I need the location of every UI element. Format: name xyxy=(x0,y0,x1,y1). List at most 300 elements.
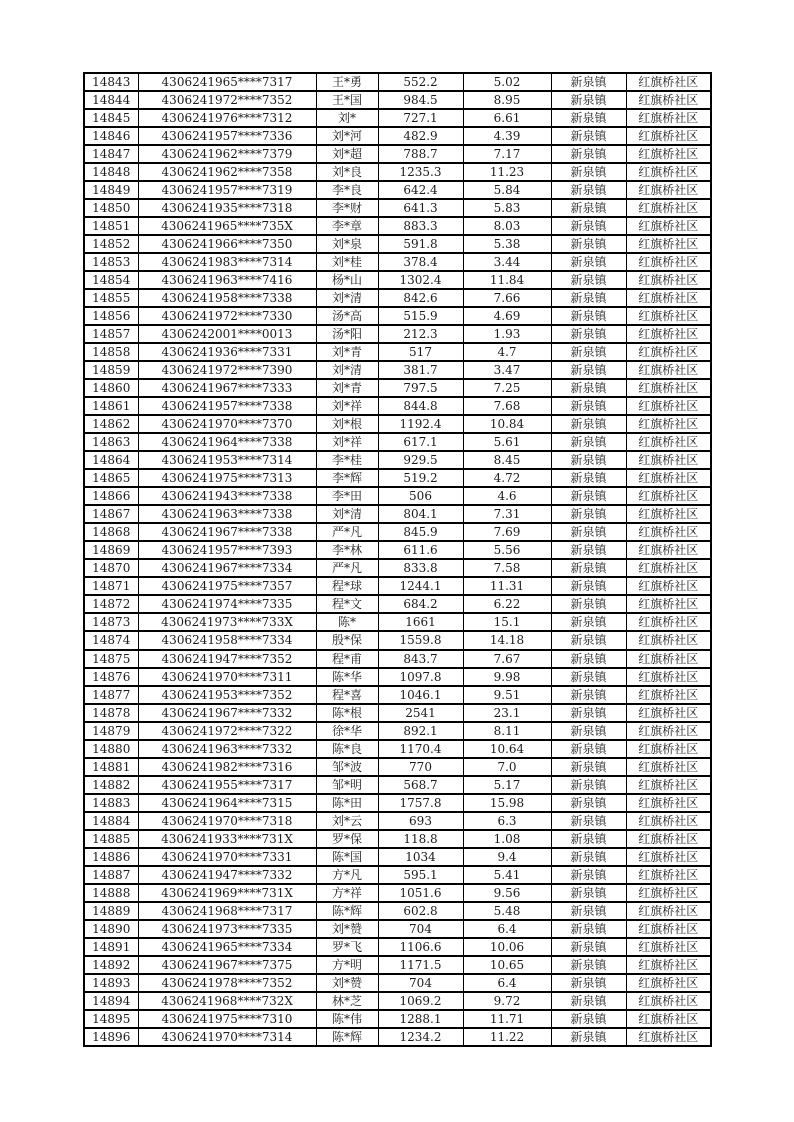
community-cell: 红旗桥社区 xyxy=(626,650,711,668)
masked-id-cell: 4306241962****7379 xyxy=(138,145,316,163)
rate-cell: 9.72 xyxy=(463,992,551,1010)
amount-cell: 842.6 xyxy=(378,289,463,307)
row-number-cell: 14895 xyxy=(84,1010,138,1028)
row-number-cell: 14862 xyxy=(84,415,138,433)
row-number-cell: 14845 xyxy=(84,109,138,127)
person-name-cell: 程*文 xyxy=(316,595,378,613)
town-cell: 新泉镇 xyxy=(551,289,626,307)
masked-id-cell: 4306241973****733X xyxy=(138,613,316,631)
masked-id-cell: 4306241972****7330 xyxy=(138,307,316,325)
masked-id-cell: 4306241957****7336 xyxy=(138,127,316,145)
community-cell: 红旗桥社区 xyxy=(626,577,711,595)
masked-id-cell: 4306241967****7334 xyxy=(138,559,316,577)
amount-cell: 804.1 xyxy=(378,505,463,523)
rate-cell: 6.22 xyxy=(463,595,551,613)
community-cell: 红旗桥社区 xyxy=(626,884,711,902)
masked-id-cell: 4306241969****731X xyxy=(138,884,316,902)
row-number-cell: 14858 xyxy=(84,343,138,361)
masked-id-cell: 4306241943****7338 xyxy=(138,487,316,505)
row-number-cell: 14846 xyxy=(84,127,138,145)
town-cell: 新泉镇 xyxy=(551,109,626,127)
amount-cell: 844.8 xyxy=(378,397,463,415)
row-number-cell: 14849 xyxy=(84,181,138,199)
amount-cell: 642.4 xyxy=(378,181,463,199)
masked-id-cell: 4306241964****7338 xyxy=(138,433,316,451)
masked-id-cell: 4306241965****7317 xyxy=(138,73,316,91)
person-name-cell: 罗*飞 xyxy=(316,938,378,956)
town-cell: 新泉镇 xyxy=(551,974,626,992)
community-cell: 红旗桥社区 xyxy=(626,397,711,415)
community-cell: 红旗桥社区 xyxy=(626,271,711,289)
person-name-cell: 王*勇 xyxy=(316,73,378,91)
masked-id-cell: 4306241966****7350 xyxy=(138,235,316,253)
rate-cell: 6.3 xyxy=(463,812,551,830)
town-cell: 新泉镇 xyxy=(551,343,626,361)
table-row xyxy=(84,577,711,595)
community-cell: 红旗桥社区 xyxy=(626,740,711,758)
row-number-cell: 14869 xyxy=(84,541,138,559)
table-row xyxy=(84,704,711,722)
masked-id-cell: 4306241970****7370 xyxy=(138,415,316,433)
amount-cell: 641.3 xyxy=(378,199,463,217)
person-name-cell: 陈* xyxy=(316,613,378,631)
masked-id-cell: 4306241953****7352 xyxy=(138,686,316,704)
table-row xyxy=(84,163,711,181)
rate-cell: 4.69 xyxy=(463,307,551,325)
person-name-cell: 陈*华 xyxy=(316,668,378,686)
masked-id-cell: 4306241958****7338 xyxy=(138,289,316,307)
masked-id-cell: 4306241955****7317 xyxy=(138,776,316,794)
rate-cell: 8.95 xyxy=(463,91,551,109)
masked-id-cell: 4306241972****7322 xyxy=(138,722,316,740)
table-row xyxy=(84,127,711,145)
beneficiary-table xyxy=(83,72,712,1047)
amount-cell: 617.1 xyxy=(378,433,463,451)
masked-id-cell: 4306241967****7333 xyxy=(138,379,316,397)
rate-cell: 15.1 xyxy=(463,613,551,631)
person-name-cell: 王*国 xyxy=(316,91,378,109)
person-name-cell: 刘*清 xyxy=(316,361,378,379)
rate-cell: 9.98 xyxy=(463,668,551,686)
person-name-cell: 刘*根 xyxy=(316,415,378,433)
row-number-cell: 14844 xyxy=(84,91,138,109)
beneficiary-table-body xyxy=(84,73,711,1046)
row-number-cell: 14857 xyxy=(84,325,138,343)
town-cell: 新泉镇 xyxy=(551,758,626,776)
row-number-cell: 14890 xyxy=(84,920,138,938)
row-number-cell: 14876 xyxy=(84,668,138,686)
amount-cell: 704 xyxy=(378,920,463,938)
masked-id-cell: 4306241975****7310 xyxy=(138,1010,316,1028)
community-cell: 红旗桥社区 xyxy=(626,343,711,361)
community-cell: 红旗桥社区 xyxy=(626,163,711,181)
person-name-cell: 邹*波 xyxy=(316,758,378,776)
community-cell: 红旗桥社区 xyxy=(626,91,711,109)
town-cell: 新泉镇 xyxy=(551,433,626,451)
amount-cell: 1559.8 xyxy=(378,631,463,649)
amount-cell: 506 xyxy=(378,487,463,505)
town-cell: 新泉镇 xyxy=(551,325,626,343)
amount-cell: 1302.4 xyxy=(378,271,463,289)
row-number-cell: 14856 xyxy=(84,307,138,325)
masked-id-cell: 4306241972****7390 xyxy=(138,361,316,379)
row-number-cell: 14848 xyxy=(84,163,138,181)
amount-cell: 892.1 xyxy=(378,722,463,740)
town-cell: 新泉镇 xyxy=(551,920,626,938)
town-cell: 新泉镇 xyxy=(551,379,626,397)
town-cell: 新泉镇 xyxy=(551,631,626,649)
amount-cell: 833.8 xyxy=(378,559,463,577)
person-name-cell: 刘*清 xyxy=(316,289,378,307)
community-cell: 红旗桥社区 xyxy=(626,379,711,397)
table-row xyxy=(84,181,711,199)
amount-cell: 1106.6 xyxy=(378,938,463,956)
amount-cell: 1170.4 xyxy=(378,740,463,758)
community-cell: 红旗桥社区 xyxy=(626,253,711,271)
amount-cell: 517 xyxy=(378,343,463,361)
amount-cell: 1034 xyxy=(378,848,463,866)
row-number-cell: 14852 xyxy=(84,235,138,253)
table-row xyxy=(84,595,711,613)
town-cell: 新泉镇 xyxy=(551,505,626,523)
masked-id-cell: 4306241957****7338 xyxy=(138,397,316,415)
person-name-cell: 林*芝 xyxy=(316,992,378,1010)
rate-cell: 10.06 xyxy=(463,938,551,956)
table-row xyxy=(84,109,711,127)
person-name-cell: 邹*明 xyxy=(316,776,378,794)
rate-cell: 7.67 xyxy=(463,650,551,668)
person-name-cell: 刘*赞 xyxy=(316,974,378,992)
row-number-cell: 14896 xyxy=(84,1028,138,1046)
rate-cell: 1.08 xyxy=(463,830,551,848)
row-number-cell: 14889 xyxy=(84,902,138,920)
masked-id-cell: 4306241935****7318 xyxy=(138,199,316,217)
rate-cell: 6.61 xyxy=(463,109,551,127)
table-row xyxy=(84,686,711,704)
row-number-cell: 14884 xyxy=(84,812,138,830)
rate-cell: 5.84 xyxy=(463,181,551,199)
table-row xyxy=(84,902,711,920)
person-name-cell: 李*林 xyxy=(316,541,378,559)
masked-id-cell: 4306241968****732X xyxy=(138,992,316,1010)
community-cell: 红旗桥社区 xyxy=(626,704,711,722)
rate-cell: 7.69 xyxy=(463,523,551,541)
rate-cell: 8.11 xyxy=(463,722,551,740)
row-number-cell: 14870 xyxy=(84,559,138,577)
table-row xyxy=(84,613,711,631)
amount-cell: 1288.1 xyxy=(378,1010,463,1028)
person-name-cell: 殷*保 xyxy=(316,631,378,649)
community-cell: 红旗桥社区 xyxy=(626,848,711,866)
rate-cell: 11.23 xyxy=(463,163,551,181)
person-name-cell: 严*凡 xyxy=(316,559,378,577)
town-cell: 新泉镇 xyxy=(551,91,626,109)
amount-cell: 843.7 xyxy=(378,650,463,668)
table-row xyxy=(84,73,711,91)
amount-cell: 1097.8 xyxy=(378,668,463,686)
town-cell: 新泉镇 xyxy=(551,595,626,613)
table-row xyxy=(84,289,711,307)
row-number-cell: 14865 xyxy=(84,469,138,487)
rate-cell: 6.4 xyxy=(463,920,551,938)
community-cell: 红旗桥社区 xyxy=(626,866,711,884)
amount-cell: 704 xyxy=(378,974,463,992)
person-name-cell: 刘*清 xyxy=(316,505,378,523)
table-row xyxy=(84,956,711,974)
row-number-cell: 14847 xyxy=(84,145,138,163)
amount-cell: 515.9 xyxy=(378,307,463,325)
amount-cell: 770 xyxy=(378,758,463,776)
row-number-cell: 14866 xyxy=(84,487,138,505)
town-cell: 新泉镇 xyxy=(551,559,626,577)
community-cell: 红旗桥社区 xyxy=(626,307,711,325)
town-cell: 新泉镇 xyxy=(551,253,626,271)
table-row xyxy=(84,199,711,217)
row-number-cell: 14850 xyxy=(84,199,138,217)
masked-id-cell: 4306241964****7315 xyxy=(138,794,316,812)
row-number-cell: 14875 xyxy=(84,650,138,668)
rate-cell: 5.38 xyxy=(463,235,551,253)
town-cell: 新泉镇 xyxy=(551,1028,626,1046)
row-number-cell: 14853 xyxy=(84,253,138,271)
table-row xyxy=(84,343,711,361)
masked-id-cell: 4306241957****7393 xyxy=(138,541,316,559)
row-number-cell: 14891 xyxy=(84,938,138,956)
row-number-cell: 14883 xyxy=(84,794,138,812)
community-cell: 红旗桥社区 xyxy=(626,920,711,938)
community-cell: 红旗桥社区 xyxy=(626,595,711,613)
table-row xyxy=(84,812,711,830)
community-cell: 红旗桥社区 xyxy=(626,668,711,686)
amount-cell: 378.4 xyxy=(378,253,463,271)
person-name-cell: 刘*云 xyxy=(316,812,378,830)
masked-id-cell: 4306241962****7358 xyxy=(138,163,316,181)
amount-cell: 845.9 xyxy=(378,523,463,541)
amount-cell: 1757.8 xyxy=(378,794,463,812)
town-cell: 新泉镇 xyxy=(551,487,626,505)
person-name-cell: 陈*辉 xyxy=(316,1028,378,1046)
table-row xyxy=(84,361,711,379)
table-row xyxy=(84,271,711,289)
table-row xyxy=(84,722,711,740)
rate-cell: 5.61 xyxy=(463,433,551,451)
table-row xyxy=(84,451,711,469)
masked-id-cell: 4306241963****7332 xyxy=(138,740,316,758)
town-cell: 新泉镇 xyxy=(551,938,626,956)
amount-cell: 727.1 xyxy=(378,109,463,127)
table-row xyxy=(84,379,711,397)
community-cell: 红旗桥社区 xyxy=(626,992,711,1010)
rate-cell: 4.6 xyxy=(463,487,551,505)
rate-cell: 11.31 xyxy=(463,577,551,595)
row-number-cell: 14872 xyxy=(84,595,138,613)
table-row xyxy=(84,794,711,812)
person-name-cell: 严*凡 xyxy=(316,523,378,541)
community-cell: 红旗桥社区 xyxy=(626,73,711,91)
person-name-cell: 李*田 xyxy=(316,487,378,505)
amount-cell: 519.2 xyxy=(378,469,463,487)
person-name-cell: 杨*山 xyxy=(316,271,378,289)
rate-cell: 6.4 xyxy=(463,974,551,992)
rate-cell: 14.18 xyxy=(463,631,551,649)
table-row xyxy=(84,884,711,902)
amount-cell: 883.3 xyxy=(378,217,463,235)
community-cell: 红旗桥社区 xyxy=(626,415,711,433)
person-name-cell: 陈*田 xyxy=(316,794,378,812)
masked-id-cell: 4306241975****7357 xyxy=(138,577,316,595)
table-row xyxy=(84,776,711,794)
rate-cell: 5.56 xyxy=(463,541,551,559)
person-name-cell: 李*良 xyxy=(316,181,378,199)
table-row xyxy=(84,848,711,866)
community-cell: 红旗桥社区 xyxy=(626,505,711,523)
person-name-cell: 李*章 xyxy=(316,217,378,235)
community-cell: 红旗桥社区 xyxy=(626,109,711,127)
masked-id-cell: 4306241982****7316 xyxy=(138,758,316,776)
masked-id-cell: 4306241975****7313 xyxy=(138,469,316,487)
masked-id-cell: 4306241983****7314 xyxy=(138,253,316,271)
masked-id-cell: 4306241972****7352 xyxy=(138,91,316,109)
community-cell: 红旗桥社区 xyxy=(626,145,711,163)
community-cell: 红旗桥社区 xyxy=(626,830,711,848)
amount-cell: 482.9 xyxy=(378,127,463,145)
table-row xyxy=(84,631,711,649)
community-cell: 红旗桥社区 xyxy=(626,902,711,920)
masked-id-cell: 4306241968****7317 xyxy=(138,902,316,920)
town-cell: 新泉镇 xyxy=(551,1010,626,1028)
table-row xyxy=(84,505,711,523)
amount-cell: 797.5 xyxy=(378,379,463,397)
person-name-cell: 程*球 xyxy=(316,577,378,595)
rate-cell: 7.17 xyxy=(463,145,551,163)
community-cell: 红旗桥社区 xyxy=(626,451,711,469)
community-cell: 红旗桥社区 xyxy=(626,181,711,199)
row-number-cell: 14885 xyxy=(84,830,138,848)
amount-cell: 595.1 xyxy=(378,866,463,884)
amount-cell: 381.7 xyxy=(378,361,463,379)
row-number-cell: 14886 xyxy=(84,848,138,866)
table-row xyxy=(84,830,711,848)
table-row xyxy=(84,91,711,109)
town-cell: 新泉镇 xyxy=(551,668,626,686)
table-row xyxy=(84,325,711,343)
table-row xyxy=(84,253,711,271)
person-name-cell: 徐*华 xyxy=(316,722,378,740)
rate-cell: 1.93 xyxy=(463,325,551,343)
amount-cell: 1244.1 xyxy=(378,577,463,595)
amount-cell: 1051.6 xyxy=(378,884,463,902)
community-cell: 红旗桥社区 xyxy=(626,469,711,487)
town-cell: 新泉镇 xyxy=(551,181,626,199)
person-name-cell: 刘*良 xyxy=(316,163,378,181)
town-cell: 新泉镇 xyxy=(551,163,626,181)
masked-id-cell: 4306241967****7375 xyxy=(138,956,316,974)
rate-cell: 7.31 xyxy=(463,505,551,523)
community-cell: 红旗桥社区 xyxy=(626,722,711,740)
table-row xyxy=(84,523,711,541)
amount-cell: 568.7 xyxy=(378,776,463,794)
rate-cell: 4.39 xyxy=(463,127,551,145)
row-number-cell: 14879 xyxy=(84,722,138,740)
community-cell: 红旗桥社区 xyxy=(626,217,711,235)
masked-id-cell: 4306241953****7314 xyxy=(138,451,316,469)
person-name-cell: 陈*根 xyxy=(316,704,378,722)
amount-cell: 693 xyxy=(378,812,463,830)
person-name-cell: 方*祥 xyxy=(316,884,378,902)
person-name-cell: 刘*桂 xyxy=(316,253,378,271)
row-number-cell: 14867 xyxy=(84,505,138,523)
row-number-cell: 14880 xyxy=(84,740,138,758)
row-number-cell: 14892 xyxy=(84,956,138,974)
town-cell: 新泉镇 xyxy=(551,541,626,559)
town-cell: 新泉镇 xyxy=(551,830,626,848)
amount-cell: 2541 xyxy=(378,704,463,722)
rate-cell: 8.45 xyxy=(463,451,551,469)
rate-cell: 5.17 xyxy=(463,776,551,794)
amount-cell: 1192.4 xyxy=(378,415,463,433)
person-name-cell: 刘*祥 xyxy=(316,433,378,451)
rate-cell: 5.41 xyxy=(463,866,551,884)
row-number-cell: 14868 xyxy=(84,523,138,541)
table-row xyxy=(84,650,711,668)
town-cell: 新泉镇 xyxy=(551,397,626,415)
table-row xyxy=(84,559,711,577)
row-number-cell: 14854 xyxy=(84,271,138,289)
masked-id-cell: 4306241970****7311 xyxy=(138,668,316,686)
community-cell: 红旗桥社区 xyxy=(626,487,711,505)
rate-cell: 9.51 xyxy=(463,686,551,704)
community-cell: 红旗桥社区 xyxy=(626,938,711,956)
masked-id-cell: 4306241947****7352 xyxy=(138,650,316,668)
person-name-cell: 陈*良 xyxy=(316,740,378,758)
rate-cell: 10.65 xyxy=(463,956,551,974)
amount-cell: 929.5 xyxy=(378,451,463,469)
table-row xyxy=(84,397,711,415)
row-number-cell: 14874 xyxy=(84,631,138,649)
community-cell: 红旗桥社区 xyxy=(626,974,711,992)
rate-cell: 11.71 xyxy=(463,1010,551,1028)
person-name-cell: 程*甫 xyxy=(316,650,378,668)
masked-id-cell: 4306241963****7416 xyxy=(138,271,316,289)
table-row xyxy=(84,740,711,758)
town-cell: 新泉镇 xyxy=(551,866,626,884)
person-name-cell: 刘*泉 xyxy=(316,235,378,253)
amount-cell: 1234.2 xyxy=(378,1028,463,1046)
table-row xyxy=(84,235,711,253)
rate-cell: 4.7 xyxy=(463,343,551,361)
amount-cell: 611.6 xyxy=(378,541,463,559)
community-cell: 红旗桥社区 xyxy=(626,361,711,379)
amount-cell: 1046.1 xyxy=(378,686,463,704)
table-row xyxy=(84,469,711,487)
rate-cell: 5.02 xyxy=(463,73,551,91)
town-cell: 新泉镇 xyxy=(551,902,626,920)
amount-cell: 684.2 xyxy=(378,595,463,613)
town-cell: 新泉镇 xyxy=(551,469,626,487)
masked-id-cell: 4306241933****731X xyxy=(138,830,316,848)
town-cell: 新泉镇 xyxy=(551,722,626,740)
person-name-cell: 刘*青 xyxy=(316,343,378,361)
community-cell: 红旗桥社区 xyxy=(626,686,711,704)
masked-id-cell: 4306241978****7352 xyxy=(138,974,316,992)
row-number-cell: 14843 xyxy=(84,73,138,91)
rate-cell: 7.0 xyxy=(463,758,551,776)
row-number-cell: 14877 xyxy=(84,686,138,704)
rate-cell: 5.83 xyxy=(463,199,551,217)
town-cell: 新泉镇 xyxy=(551,307,626,325)
row-number-cell: 14888 xyxy=(84,884,138,902)
rate-cell: 11.22 xyxy=(463,1028,551,1046)
